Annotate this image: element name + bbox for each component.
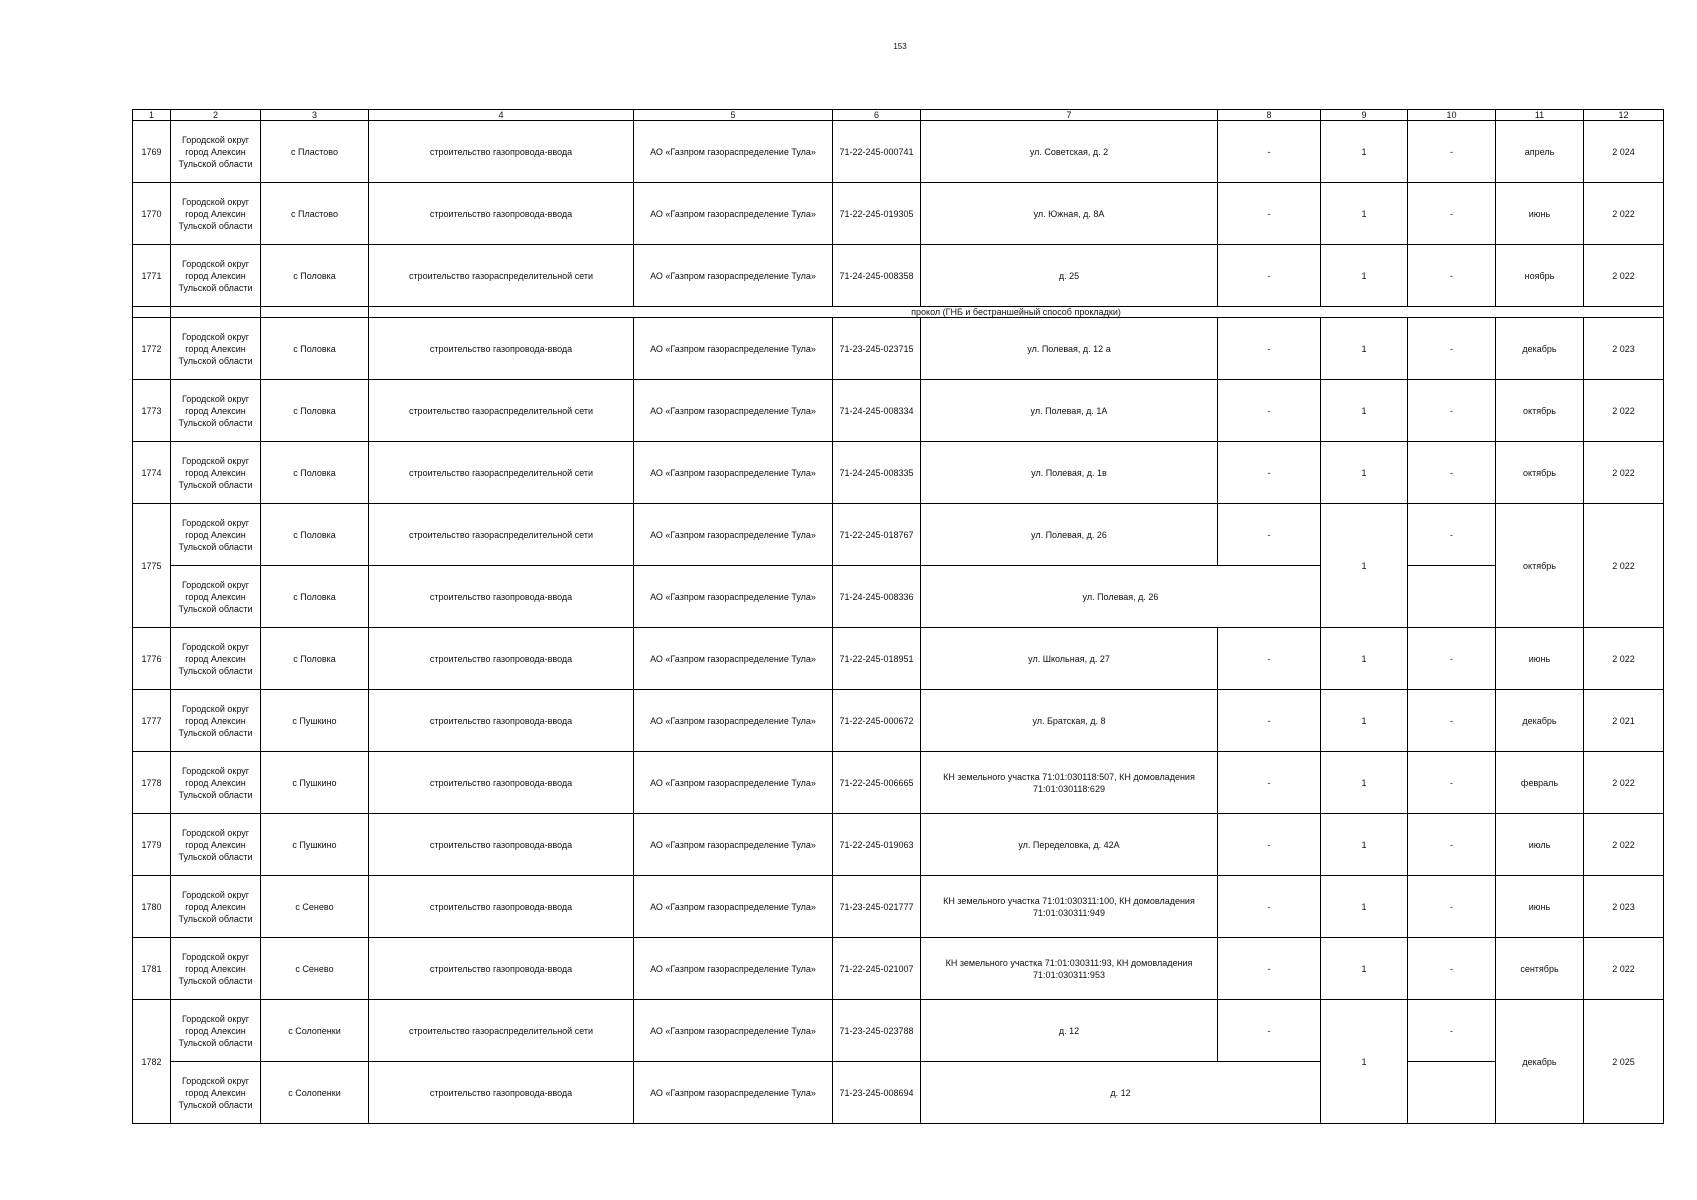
municipality-cell: Городской округ город Алексин Тульской области [171,814,261,876]
row-number: 1777 [133,690,171,752]
year-cell: 2 022 [1584,938,1664,1000]
table-row [133,183,1664,245]
header-row [133,110,1664,121]
organization-cell: АО «Газпром газораспределение Тула» [634,380,833,442]
organization-cell: АО «Газпром газораспределение Тула» [634,752,833,814]
month-cell: июнь [1496,876,1584,938]
col9-cell: 1 [1321,1000,1408,1124]
col10-cell: - [1408,938,1496,1000]
column-header: 9 [1321,110,1408,121]
work-type-cell: строительство газопровода-ввода [369,752,634,814]
col10-cell [1408,1062,1496,1124]
municipality-cell: Городской округ город Алексин Тульской области [171,938,261,1000]
row-number: 1776 [133,628,171,690]
address-cell: ул. Полевая, д. 26 [921,566,1321,628]
year-cell: 2 023 [1584,876,1664,938]
month-cell: сентябрь [1496,938,1584,1000]
column-header: 3 [261,110,369,121]
object-code-cell: 71-22-245-000741 [833,121,921,183]
municipality-cell: Городской округ город Алексин Тульской области [171,504,261,566]
year-cell: 2 022 [1584,628,1664,690]
column-header: 7 [921,110,1218,121]
settlement-cell: с Солопенки [261,1062,369,1124]
object-code-cell: 71-24-245-008358 [833,245,921,307]
column-header: 2 [171,110,261,121]
object-code-cell: 71-23-245-021777 [833,876,921,938]
table-row [133,442,1664,504]
year-cell: 2 022 [1584,183,1664,245]
settlement-cell: с Сенево [261,876,369,938]
row-number: 1773 [133,380,171,442]
municipality-cell: Городской округ город Алексин Тульской области [171,628,261,690]
note-blank [261,307,369,318]
row-number: 1772 [133,318,171,380]
col9-cell: 1 [1321,318,1408,380]
address-cell: ул. Полевая, д. 1в [921,442,1218,504]
table-row [133,121,1664,183]
organization-cell: АО «Газпром газораспределение Тула» [634,628,833,690]
month-cell: декабрь [1496,1000,1584,1124]
col8-cell: - [1218,938,1321,1000]
object-code-cell: 71-22-245-019305 [833,183,921,245]
work-type-cell: строительство газопровода-ввода [369,121,634,183]
year-cell: 2 025 [1584,1000,1664,1124]
municipality-cell: Городской округ город Алексин Тульской области [171,1062,261,1124]
work-type-cell: строительство газораспределительной сети [369,380,634,442]
work-type-cell: строительство газопровода-ввода [369,566,634,628]
organization-cell: АО «Газпром газораспределение Тула» [634,183,833,245]
work-type-cell: строительство газопровода-ввода [369,814,634,876]
municipality-cell: Городской округ город Алексин Тульской области [171,566,261,628]
col8-cell: - [1218,628,1321,690]
row-number: 1780 [133,876,171,938]
column-header: 4 [369,110,634,121]
object-code-cell: 71-22-245-018951 [833,628,921,690]
object-code-cell: 71-24-245-008336 [833,566,921,628]
month-cell: октябрь [1496,504,1584,628]
settlement-cell: с Пушкино [261,814,369,876]
note-row [133,307,1664,318]
municipality-cell: Городской округ город Алексин Тульской области [171,245,261,307]
municipality-cell: Городской округ город Алексин Тульской области [171,690,261,752]
column-header: 5 [634,110,833,121]
year-cell: 2 022 [1584,752,1664,814]
address-cell: ул. Братская, д. 8 [921,690,1218,752]
year-cell: 2 022 [1584,442,1664,504]
address-cell: ул. Полевая, д. 12 а [921,318,1218,380]
object-code-cell: 71-23-245-023788 [833,1000,921,1062]
column-header: 8 [1218,110,1321,121]
col8-cell: - [1218,752,1321,814]
year-cell: 2 023 [1584,318,1664,380]
col10-cell: - [1408,1000,1496,1062]
col10-cell: - [1408,183,1496,245]
municipality-cell: Городской округ город Алексин Тульской области [171,752,261,814]
col8-cell: - [1218,690,1321,752]
col9-cell: 1 [1321,752,1408,814]
row-number: 1769 [133,121,171,183]
work-type-cell: строительство газораспределительной сети [369,1000,634,1062]
table-row [133,1000,1664,1062]
month-cell: ноябрь [1496,245,1584,307]
table-row [133,876,1664,938]
col10-cell: - [1408,442,1496,504]
work-type-cell: строительство газопровода-ввода [369,1062,634,1124]
row-number: 1779 [133,814,171,876]
organization-cell: АО «Газпром газораспределение Тула» [634,938,833,1000]
year-cell: 2 022 [1584,245,1664,307]
data-table [132,109,1664,1124]
object-code-cell: 71-23-245-023715 [833,318,921,380]
month-cell: октябрь [1496,380,1584,442]
row-number: 1774 [133,442,171,504]
note-blank [133,307,171,318]
settlement-cell: с Половка [261,245,369,307]
col9-cell: 1 [1321,504,1408,628]
col8-cell: - [1218,380,1321,442]
work-type-cell: строительство газопровода-ввода [369,318,634,380]
year-cell: 2 024 [1584,121,1664,183]
object-code-cell: 71-22-245-019063 [833,814,921,876]
col10-cell: - [1408,752,1496,814]
address-cell: д. 12 [921,1062,1321,1124]
address-cell: ул. Полевая, д. 26 [921,504,1218,566]
table-row [133,318,1664,380]
address-cell: КН земельного участка 71:01:030311:93, КН домовладения 71:01:030311:953 [921,938,1218,1000]
row-number: 1775 [133,504,171,628]
organization-cell: АО «Газпром газораспределение Тула» [634,504,833,566]
year-cell: 2 022 [1584,380,1664,442]
municipality-cell: Городской округ город Алексин Тульской области [171,1000,261,1062]
work-type-cell: строительство газопровода-ввода [369,876,634,938]
row-number: 1770 [133,183,171,245]
col8-cell: - [1218,876,1321,938]
year-cell: 2 021 [1584,690,1664,752]
column-header: 12 [1584,110,1664,121]
settlement-cell: с Половка [261,442,369,504]
address-cell: ул. Южная, д. 8А [921,183,1218,245]
organization-cell: АО «Газпром газораспределение Тула» [634,245,833,307]
col10-cell: - [1408,504,1496,566]
col9-cell: 1 [1321,628,1408,690]
col8-cell: - [1218,318,1321,380]
col10-cell: - [1408,245,1496,307]
column-header: 1 [133,110,171,121]
col8-cell: - [1218,504,1321,566]
table-row [133,504,1664,566]
col8-cell: - [1218,442,1321,504]
settlement-cell: с Пластово [261,183,369,245]
col8-cell: - [1218,814,1321,876]
month-cell: июнь [1496,183,1584,245]
column-header: 11 [1496,110,1584,121]
col9-cell: 1 [1321,121,1408,183]
work-type-cell: строительство газопровода-ввода [369,628,634,690]
organization-cell: АО «Газпром газораспределение Тула» [634,876,833,938]
row-number: 1781 [133,938,171,1000]
work-type-cell: строительство газопровода-ввода [369,938,634,1000]
row-number: 1778 [133,752,171,814]
settlement-cell: с Солопенки [261,1000,369,1062]
address-cell: ул. Переделовка, д. 42А [921,814,1218,876]
col10-cell: - [1408,121,1496,183]
organization-cell: АО «Газпром газораспределение Тула» [634,690,833,752]
table-row [133,1062,1664,1124]
col10-cell [1408,566,1496,628]
address-cell: КН земельного участка 71:01:030118:507, КН домовладения 71:01:030118:629 [921,752,1218,814]
organization-cell: АО «Газпром газораспределение Тула» [634,442,833,504]
settlement-cell: с Сенево [261,938,369,1000]
settlement-cell: с Половка [261,628,369,690]
row-number: 1771 [133,245,171,307]
work-type-cell: строительство газораспределительной сети [369,442,634,504]
column-header: 10 [1408,110,1496,121]
settlement-cell: с Половка [261,380,369,442]
object-code-cell: 71-22-245-021007 [833,938,921,1000]
table-row [133,690,1664,752]
col9-cell: 1 [1321,876,1408,938]
municipality-cell: Городской округ город Алексин Тульской области [171,442,261,504]
table-row [133,380,1664,442]
organization-cell: АО «Газпром газораспределение Тула» [634,566,833,628]
settlement-cell: с Половка [261,504,369,566]
table-row [133,628,1664,690]
organization-cell: АО «Газпром газораспределение Тула» [634,121,833,183]
col9-cell: 1 [1321,814,1408,876]
col9-cell: 1 [1321,938,1408,1000]
settlement-cell: с Половка [261,318,369,380]
municipality-cell: Городской округ город Алексин Тульской области [171,876,261,938]
object-code-cell: 71-24-245-008335 [833,442,921,504]
address-cell: д. 12 [921,1000,1218,1062]
municipality-cell: Городской округ город Алексин Тульской области [171,318,261,380]
address-cell: КН земельного участка 71:01:030311:100, КН домовладения 71:01:030311:949 [921,876,1218,938]
object-code-cell: 71-22-245-006665 [833,752,921,814]
organization-cell: АО «Газпром газораспределение Тула» [634,1000,833,1062]
column-header: 6 [833,110,921,121]
work-type-cell: строительство газораспределительной сети [369,504,634,566]
organization-cell: АО «Газпром газораспределение Тула» [634,318,833,380]
table-row [133,752,1664,814]
work-type-cell: строительство газопровода-ввода [369,183,634,245]
table-row [133,245,1664,307]
object-code-cell: 71-23-245-008694 [833,1062,921,1124]
col9-cell: 1 [1321,690,1408,752]
month-cell: октябрь [1496,442,1584,504]
object-code-cell: 71-22-245-000672 [833,690,921,752]
col9-cell: 1 [1321,183,1408,245]
month-cell: декабрь [1496,318,1584,380]
work-type-cell: строительство газораспределительной сети [369,245,634,307]
month-cell: июнь [1496,628,1584,690]
settlement-cell: с Половка [261,566,369,628]
table-row [133,566,1664,628]
municipality-cell: Городской округ город Алексин Тульской области [171,183,261,245]
organization-cell: АО «Газпром газораспределение Тула» [634,1062,833,1124]
note-text: прокол (ГНБ и бестраншейный способ прокладки) [369,307,1664,318]
month-cell: апрель [1496,121,1584,183]
col10-cell: - [1408,876,1496,938]
address-cell: ул. Школьная, д. 27 [921,628,1218,690]
object-code-cell: 71-22-245-018767 [833,504,921,566]
year-cell: 2 022 [1584,504,1664,628]
address-cell: ул. Советская, д. 2 [921,121,1218,183]
col10-cell: - [1408,318,1496,380]
address-cell: ул. Полевая, д. 1А [921,380,1218,442]
month-cell: декабрь [1496,690,1584,752]
col9-cell: 1 [1321,442,1408,504]
settlement-cell: с Пластово [261,121,369,183]
year-cell: 2 022 [1584,814,1664,876]
municipality-cell: Городской округ город Алексин Тульской области [171,121,261,183]
object-code-cell: 71-24-245-008334 [833,380,921,442]
col9-cell: 1 [1321,245,1408,307]
col10-cell: - [1408,814,1496,876]
month-cell: июль [1496,814,1584,876]
col9-cell: 1 [1321,380,1408,442]
col8-cell: - [1218,121,1321,183]
col10-cell: - [1408,380,1496,442]
settlement-cell: с Пушкино [261,690,369,752]
work-type-cell: строительство газопровода-ввода [369,690,634,752]
col8-cell: - [1218,245,1321,307]
row-number: 1782 [133,1000,171,1124]
settlement-cell: с Пушкино [261,752,369,814]
col8-cell: - [1218,183,1321,245]
col10-cell: - [1408,690,1496,752]
month-cell: февраль [1496,752,1584,814]
col10-cell: - [1408,628,1496,690]
col8-cell: - [1218,1000,1321,1062]
table-row [133,814,1664,876]
organization-cell: АО «Газпром газораспределение Тула» [634,814,833,876]
note-blank [171,307,261,318]
page-number: 153 [893,42,907,51]
table-row [133,938,1664,1000]
address-cell: д. 25 [921,245,1218,307]
municipality-cell: Городской округ город Алексин Тульской области [171,380,261,442]
